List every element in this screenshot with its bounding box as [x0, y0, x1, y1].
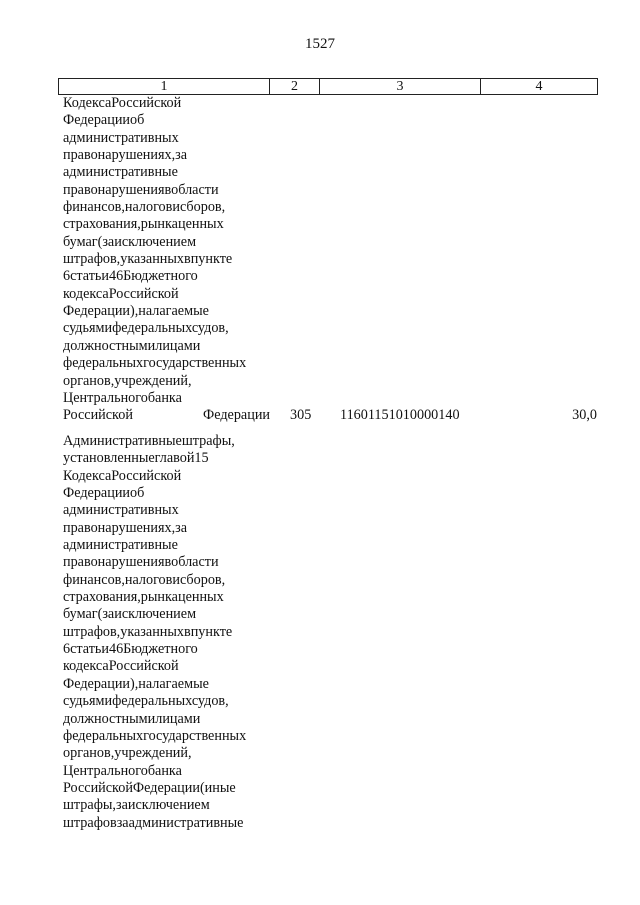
- table-header: [58, 78, 598, 95]
- description-line: административных: [63, 502, 179, 519]
- description-line: штрафов,указанныхвпункте: [63, 623, 233, 640]
- description-line: Административныештрафы,: [63, 433, 235, 449]
- description-line: административных: [63, 129, 179, 146]
- row-code-admin: 305: [290, 407, 312, 424]
- description-line: органов,учреждений,: [63, 372, 192, 389]
- description-line: Федерации),налагаемые: [63, 303, 209, 320]
- description-line: кодексаРоссийской: [63, 658, 179, 675]
- description-line: штрафов,указанныхвпункте: [63, 251, 233, 268]
- header-col-1: 1: [59, 79, 270, 95]
- header-col-4: 4: [481, 79, 598, 95]
- description-line: Центральногобанка: [63, 762, 182, 779]
- header-col-2: 2: [270, 79, 320, 95]
- description-line: правонарушениявобласти: [63, 554, 219, 571]
- row-budget-code: 11601151010000140: [340, 407, 460, 424]
- description-line: Федерацииоб: [63, 485, 145, 502]
- description-line: Федерации),налагаемые: [63, 675, 209, 692]
- description-line: штрафовзаадминистративные: [63, 814, 244, 831]
- description-line: финансов,налоговисборов,: [63, 571, 226, 588]
- row-description: [63, 433, 270, 832]
- description-line: административные: [63, 537, 178, 554]
- description-line: Российской Федерации: [63, 407, 270, 424]
- description-line: КодексаРоссийской: [63, 467, 182, 484]
- description-line: страхования,рынкаценных: [63, 589, 224, 606]
- page-number: 1527: [305, 36, 335, 52]
- description-line: судьямифедеральныхсудов,: [63, 320, 229, 337]
- header-row: [59, 79, 598, 95]
- description-line: страхования,рынкаценных: [63, 216, 224, 233]
- description-line: 6статьи46Бюджетного: [63, 641, 198, 658]
- description-line: административные: [63, 164, 178, 181]
- description-line: судьямифедеральныхсудов,: [63, 693, 229, 710]
- description-line: штрафы,заисключением: [63, 797, 210, 814]
- description-line: органов,учреждений,: [63, 745, 192, 762]
- description-line: федеральныхгосударственных: [63, 355, 247, 372]
- description-line: бумаг(заисключением: [63, 606, 197, 623]
- description-line: Центральногобанка: [63, 389, 182, 406]
- description-line: должностнымилицами: [63, 710, 201, 727]
- description-line: правонарушениявобласти: [63, 181, 219, 198]
- description-line: правонарушениях,за: [63, 519, 188, 536]
- description-line: 6статьи46Бюджетного: [63, 268, 198, 285]
- description-line: финансов,налоговисборов,: [63, 199, 226, 216]
- description-line: Федерацииоб: [63, 112, 145, 129]
- description-line: РоссийскойФедерации(иные: [63, 779, 236, 796]
- description-line: федеральныхгосударственных: [63, 727, 247, 744]
- row-description: [63, 95, 270, 425]
- description-line: кодексаРоссийской: [63, 285, 179, 302]
- description-line: КодексаРоссийской: [63, 95, 182, 111]
- description-line: бумаг(заисключением: [63, 233, 197, 250]
- header-col-3: 3: [320, 79, 481, 95]
- row-amount: 30,0: [572, 407, 597, 424]
- description-line: должностнымилицами: [63, 337, 201, 354]
- description-line: правонарушениях,за: [63, 147, 188, 164]
- description-line: установленныеглавой15: [63, 450, 209, 467]
